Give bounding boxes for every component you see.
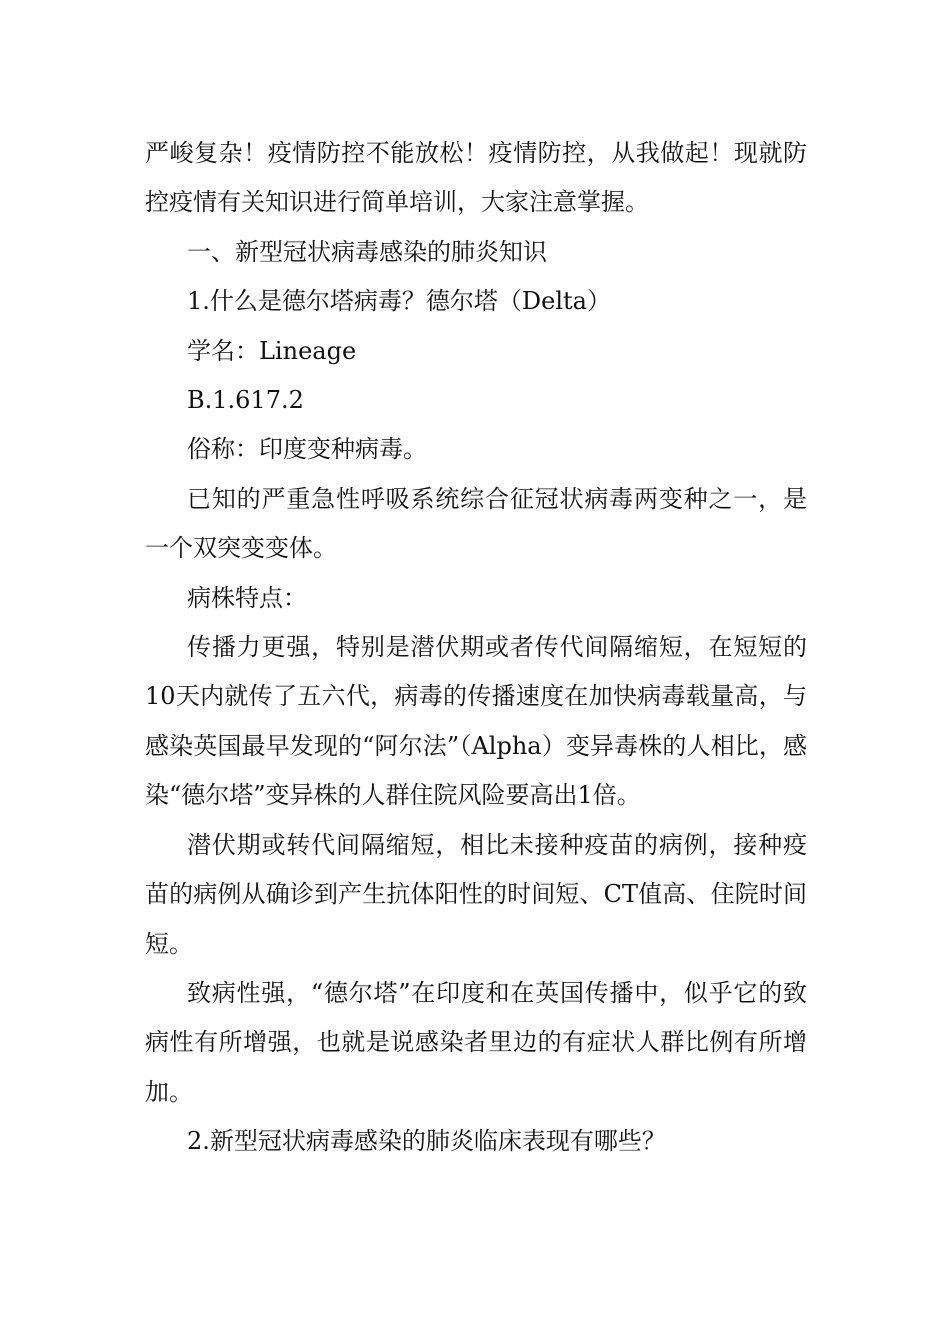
paragraph-intro: 严峻复杂！疫情防控不能放松！疫情防控，从我做起！现就防控疫情有关知识进行简单培训，大家注意掌握。 [145,139,807,217]
section-heading: 一、新型冠状病毒感染的肺炎知识 [187,237,547,266]
lineage-code-line: B.1.617.2 [187,386,304,415]
question-heading-2: 2.新型冠状病毒感染的肺炎临床表现有哪些？ [187,1127,666,1156]
question-heading-1: 1.什么是德尔塔病毒？德尔塔（Delta） [187,287,611,316]
paragraph-variant-description: 已知的严重急性呼吸系统综合征冠状病毒两变种之一，是一个双突变变体。 [145,484,807,563]
scientific-name-line: 学名：Lineage [187,336,357,365]
document-body [145,129,807,1167]
common-name-line: 俗称：印度变种病毒。 [187,435,427,464]
paragraph-transmission: 传播力更强，特别是潜伏期或者传代间隔缩短，在短短的10天内就传了五六代，病毒的传播速度在加快病毒载量高，与感染英国最早发现的“阿尔法”（Alpha）变异毒株的人相比，感染“德尔塔”变异株的人群住院风险要高出1倍。 [145,633,807,810]
strain-features-heading: 病株特点： [187,583,307,612]
paragraph-pathogenicity: 致病性强，“德尔塔”在印度和在英国传播中，似乎它的致病性有所增强，也就是说感染者里边的有症状人群比例有所增加。 [145,978,807,1106]
paragraph-incubation: 潜伏期或转代间隔缩短，相比未接种疫苗的病例，接种疫苗的病例从确诊到产生抗体阳性的时间短、CT值高、住院时间短。 [145,830,807,958]
